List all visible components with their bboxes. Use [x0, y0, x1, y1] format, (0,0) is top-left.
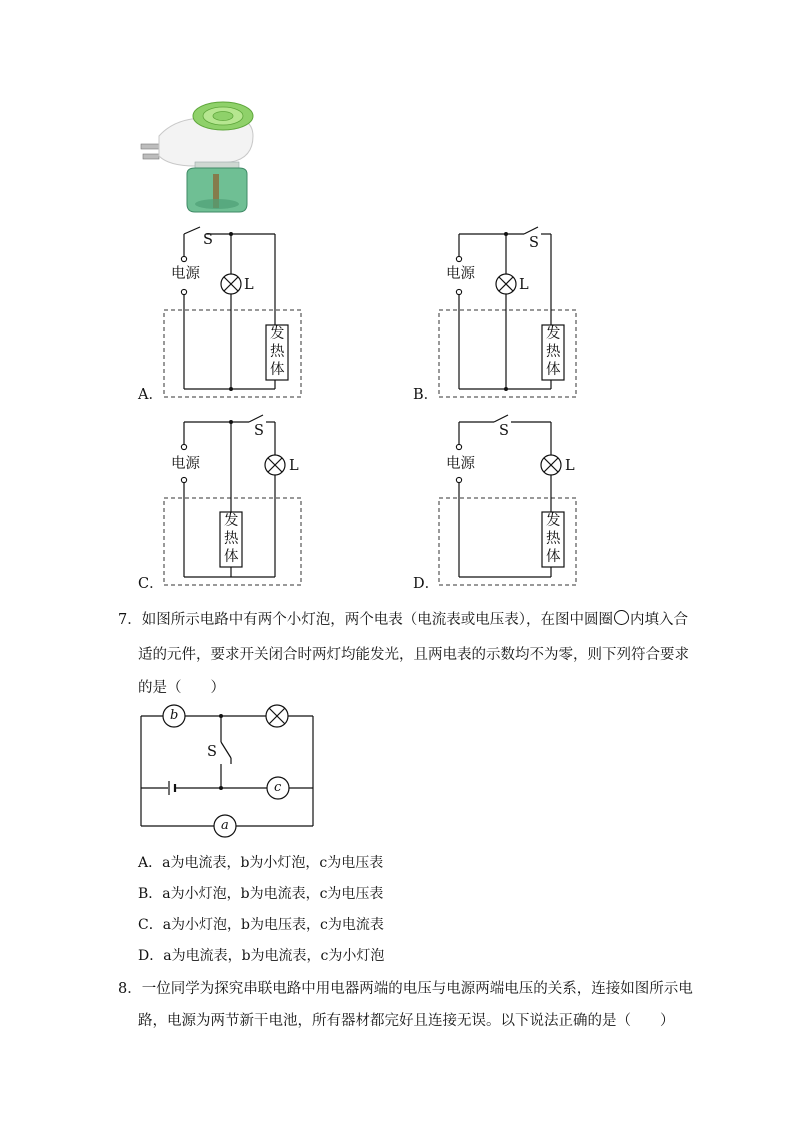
switch-a: [184, 227, 200, 234]
q7-line1-text: 7．如图所示电路中有两个小灯泡，两个电表（电流表或电压表），在图中圆圈: [118, 612, 613, 628]
heater-char1-a: 发: [270, 326, 285, 342]
q7-line3: 的是（ ）: [138, 680, 225, 696]
heater-char1-b: 发: [546, 326, 561, 342]
heater-char2-b: 热: [546, 344, 561, 360]
q7-option-d[interactable]: D．a为电流表，b为电流表，c为小灯泡: [138, 948, 385, 964]
q7-line1-tail: 内填入合: [629, 612, 688, 628]
blank-circle-icon: [614, 610, 629, 625]
q8-line1: 8．一位同学为探究串联电路中用电器两端的电压与电源两端电压的关系，连接如图所示电: [118, 981, 693, 997]
source-label-a: 电源: [171, 266, 200, 282]
meter-b-label: b: [170, 708, 179, 723]
heater-char2-a: 热: [270, 344, 285, 360]
source-label-b: 电源: [446, 266, 475, 282]
q7-option-c[interactable]: C．a为小灯泡，b为电压表，c为电流表: [138, 917, 384, 933]
lamp-label-c: L: [289, 458, 299, 474]
heater-char3-b: 体: [546, 362, 561, 378]
option-label-b: B．: [413, 387, 439, 403]
source-label-d: 电源: [446, 456, 475, 472]
lamp-label-b: L: [519, 277, 529, 293]
heater-char3-c: 体: [224, 549, 239, 565]
meter-c-label: c: [274, 780, 282, 795]
q7-line1: [118, 608, 688, 629]
q7-option-a[interactable]: A．a为电流表，b为小灯泡，c为电压表: [138, 855, 384, 871]
option-label-a: A．: [138, 387, 163, 403]
heater-char3-a: 体: [270, 362, 285, 378]
switch-label-b: S: [529, 235, 539, 251]
heater-char2-d: 热: [546, 531, 561, 547]
switch-label-d: S: [499, 423, 509, 439]
option-label-d: D．: [413, 576, 440, 592]
source-label-c: 电源: [171, 456, 200, 472]
q8-line2: 路，电源为两节新干电池，所有器材都完好且连接无误。以下说法正确的是（ ）: [138, 1013, 675, 1029]
q7-line2: 适的元件，要求开关闭合时两灯均能发光，且两电表的示数均不为零，则下列符合要求: [138, 647, 689, 663]
option-label-c: C．: [138, 576, 164, 592]
heater-char1-d: 发: [546, 513, 561, 529]
switch-label-c: S: [254, 423, 264, 439]
lamp-label-d: L: [565, 458, 575, 474]
q7-option-b[interactable]: B．a为小灯泡，b为电流表，c为电压表: [138, 886, 384, 902]
meter-a-label: a: [221, 818, 229, 833]
heater-char2-c: 热: [224, 531, 239, 547]
switch-q7: [221, 742, 231, 758]
switch-q7-label: S: [207, 744, 217, 760]
lamp-label-a: L: [244, 277, 254, 293]
heater-char3-d: 体: [546, 549, 561, 565]
switch-label-a: S: [203, 232, 213, 248]
heater-char1-c: 发: [224, 513, 239, 529]
lamp-top-icon: [266, 705, 288, 727]
